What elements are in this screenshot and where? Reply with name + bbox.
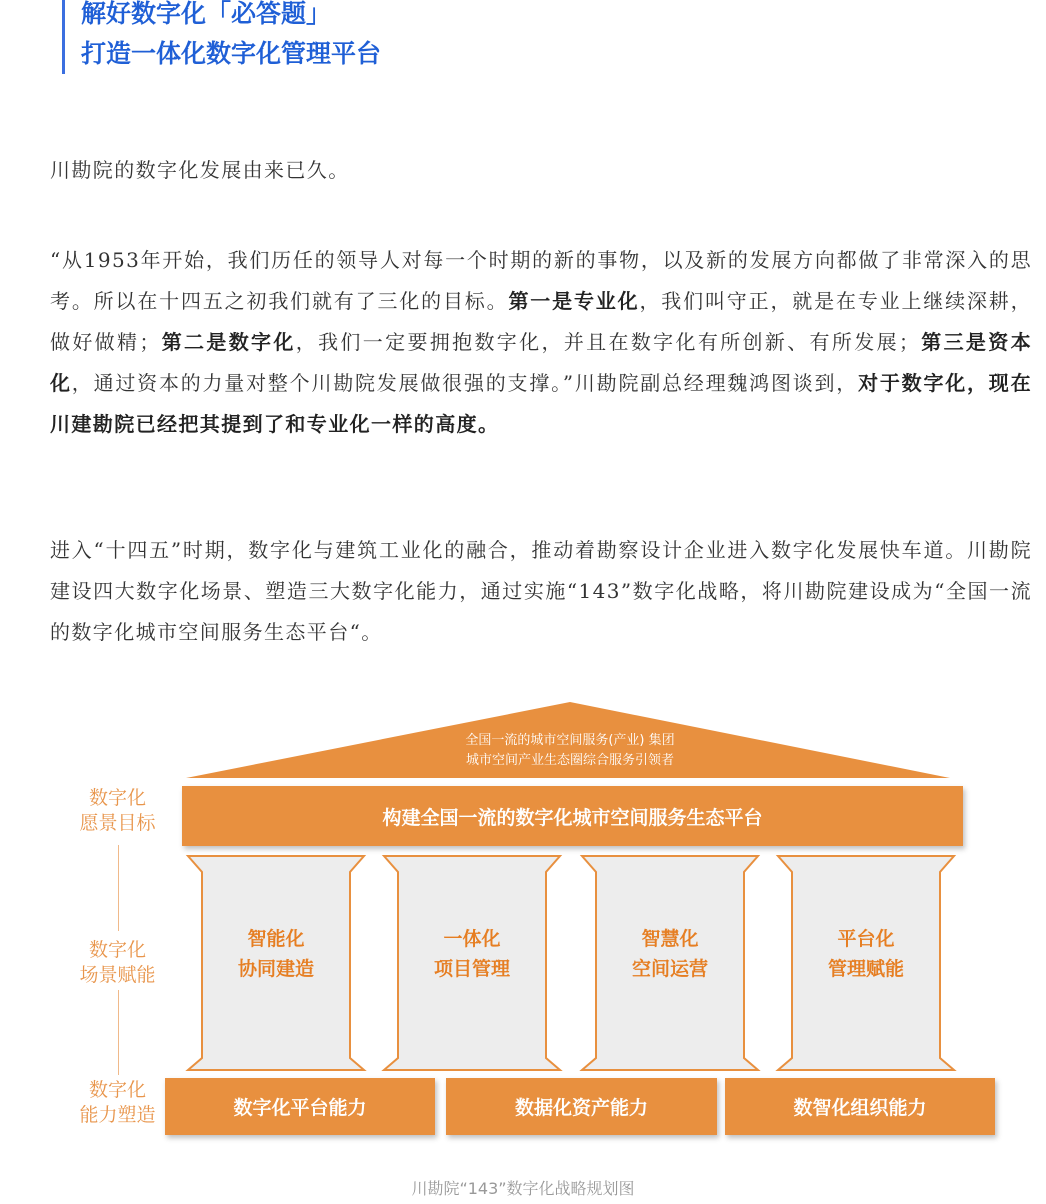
figure-caption: 川勘院“143”数字化战略规划图 (411, 1179, 635, 1198)
pillar-label-2-line1: 一体化 (443, 928, 501, 950)
pillar-label-3 (590, 924, 750, 984)
side-label-vision (70, 786, 165, 836)
paragraph-intro: 川勘院的数字化发展由来已久。 (50, 158, 350, 182)
side-label-capability-line2: 能力塑造 (79, 1104, 156, 1126)
side-label-scenario-line2: 场景赋能 (79, 964, 156, 986)
side-label-vision-line2: 愿景目标 (79, 812, 156, 834)
pillar-label-2-line2: 项目管理 (433, 958, 510, 980)
quote-text-1: “从1953年开始，我们历任的领导人对每一个时期的新的事物，以及新的发展方向都做了非常深入的思考。所以在十四五之初我们就有了三化的目标。 (50, 248, 1032, 313)
vision-banner: 构建全国一流的数字化城市空间服务生态平台 (182, 786, 963, 846)
side-label-vision-line1: 数字化 (88, 787, 146, 809)
strategy-diagram (0, 690, 1046, 1204)
pillar-label-1 (196, 924, 356, 984)
pillar-label-4-line2: 管理赋能 (827, 958, 904, 980)
side-label-capability-line1: 数字化 (88, 1079, 146, 1101)
quote-text-2: ，我们叫守正，就是在专业上继续深耕，做好做精； (50, 289, 1033, 354)
pillar-label-2 (392, 924, 552, 984)
quote-bold-1: 第一是专业化 (508, 289, 640, 313)
section-heading (62, 0, 681, 74)
side-label-scenario-line1: 数字化 (88, 939, 146, 961)
side-connector-2 (118, 990, 119, 1075)
base-block-data: 数据化资产能力 (446, 1078, 717, 1135)
paragraph-strategy: 进入“十四五”时期，数字化与建筑工业化的融合，推动着勘察设计企业进入数字化发展快车道。川勘院建设四大数字化场景、塑造三大数字化能力，通过实施“143”数字化战略，将川勘院建设成为“全国一流的数字化城市空间服务生态平台“。 (50, 538, 1032, 644)
heading-line-2: 打造一体化数字化管理平台 (81, 39, 382, 68)
pillar-label-1-line2: 协同建造 (237, 958, 314, 980)
side-label-capability (70, 1078, 165, 1128)
quote-bold-2: 第二是数字化 (160, 330, 296, 354)
pillar-label-3-line2: 空间运营 (631, 958, 708, 980)
base-block-platform: 数字化平台能力 (165, 1078, 435, 1135)
pillar-label-4-line1: 平台化 (837, 928, 895, 950)
quote-bold-4: 对于数字化，现在川建勘院已经把其提到了和专业化一样的高度。 (50, 371, 1032, 436)
pillar-label-1-line1: 智能化 (247, 928, 305, 950)
pillar-label-4 (786, 924, 946, 984)
side-label-scenario (70, 938, 165, 988)
roof-text-line2: 城市空间产业生态圈综合服务引领者 (465, 753, 674, 768)
roof-text (380, 731, 760, 771)
base-block-organization: 数智化组织能力 (725, 1078, 995, 1135)
quote-text-3: ，我们一定要拥抱数字化，并且在数字化有所创新、有所发展； (295, 330, 921, 354)
heading-line-1: 解好数字化「必答题」 (81, 0, 332, 28)
quote-bold-3: 第三是资本化 (50, 330, 1033, 395)
roof-text-line1: 全国一流的城市空间服务(产业) 集团 (465, 733, 675, 748)
side-connector-1 (118, 845, 119, 931)
pillar-label-3-line1: 智慧化 (641, 928, 699, 950)
quote-text-4: ，通过资本的力量对整个川勘院发展做很强的支撑。”川勘院副总经理魏鸿图谈到， (71, 371, 859, 395)
paragraph-quote (50, 240, 1032, 445)
